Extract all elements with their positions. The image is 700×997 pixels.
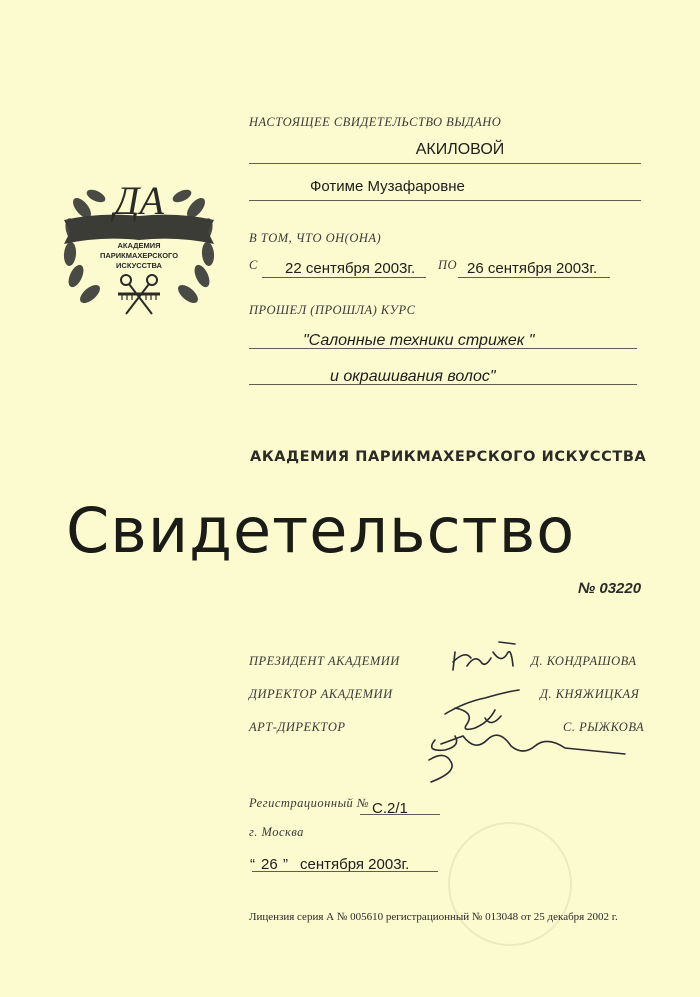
- day-open-quote: “: [250, 856, 255, 873]
- signatory-role-art-director: АРТ-ДИРЕКТОР: [249, 720, 346, 734]
- recipient-given-names: Фотиме Музафаровне: [310, 178, 465, 195]
- from-label: С: [249, 258, 258, 272]
- registration-underline: [360, 814, 440, 815]
- academy-logo: [60, 168, 218, 328]
- faint-seal: [448, 822, 572, 946]
- course-label: ПРОШЕЛ (ПРОШЛА) КУРС: [249, 303, 416, 317]
- logo-line-2: ПАРИКМАХЕРСКОГО: [99, 251, 179, 260]
- issue-month-year: сентября 2003г.: [300, 856, 410, 873]
- signatory-name-director: Д. КНЯЖИЦКАЯ: [540, 687, 640, 701]
- signatory-name-art-director: С. РЫЖКОВА: [563, 720, 645, 734]
- logo-line-1: АКАДЕМИЯ: [117, 241, 161, 250]
- registration-number: С.2/1: [372, 800, 408, 817]
- logo-monogram: ДА: [114, 178, 164, 223]
- issue-day: 26: [261, 856, 278, 873]
- logo-line-3: ИСКУССТВА: [116, 261, 162, 270]
- license-text: Лицензия серия А № 005610 регистрационный № 013048 от 25 декабря 2002 г.: [249, 911, 618, 923]
- course-title-line-1: "Салонные техники стрижек ": [303, 332, 535, 349]
- signatory-role-director: ДИРЕКТОР АКАДЕМИИ: [249, 687, 393, 701]
- start-date-underline: [262, 277, 426, 278]
- course-line-2-underline: [249, 384, 637, 385]
- end-date: 26 сентября 2003г.: [467, 260, 598, 277]
- to-label: ПО: [438, 258, 458, 272]
- end-date-underline: [458, 277, 610, 278]
- course-title-line-2: и окрашивания волос": [330, 368, 496, 385]
- issue-date-underline: [252, 871, 438, 872]
- issued-to-label: НАСТОЯЩЕЕ СВИДЕТЕЛЬСТВО ВЫДАНО: [249, 115, 502, 129]
- registration-label: Регистрационный №: [249, 796, 370, 810]
- academy-name: АКАДЕМИЯ ПАРИКМАХЕРСКОГО ИСКУССТВА: [250, 449, 647, 465]
- day-close-quote: ”: [283, 856, 288, 873]
- recipient-surname: АКИЛОВОЙ: [415, 141, 505, 158]
- start-date: 22 сентября 2003г.: [285, 260, 416, 277]
- certificate-number: № 03220: [578, 580, 642, 597]
- surname-underline: [249, 163, 641, 164]
- given-names-underline: [249, 200, 641, 201]
- that-label: В ТОМ, ЧТО ОН(ОНА): [249, 231, 382, 245]
- document-title: Свидетельство: [66, 494, 576, 567]
- signatory-role-president: ПРЕЗИДЕНТ АКАДЕМИИ: [249, 654, 400, 668]
- city: г. Москва: [249, 825, 304, 839]
- signatory-name-president: Д. КОНДРАШОВА: [531, 654, 637, 668]
- course-line-1-underline: [249, 348, 637, 349]
- handwritten-signatures: [415, 632, 635, 792]
